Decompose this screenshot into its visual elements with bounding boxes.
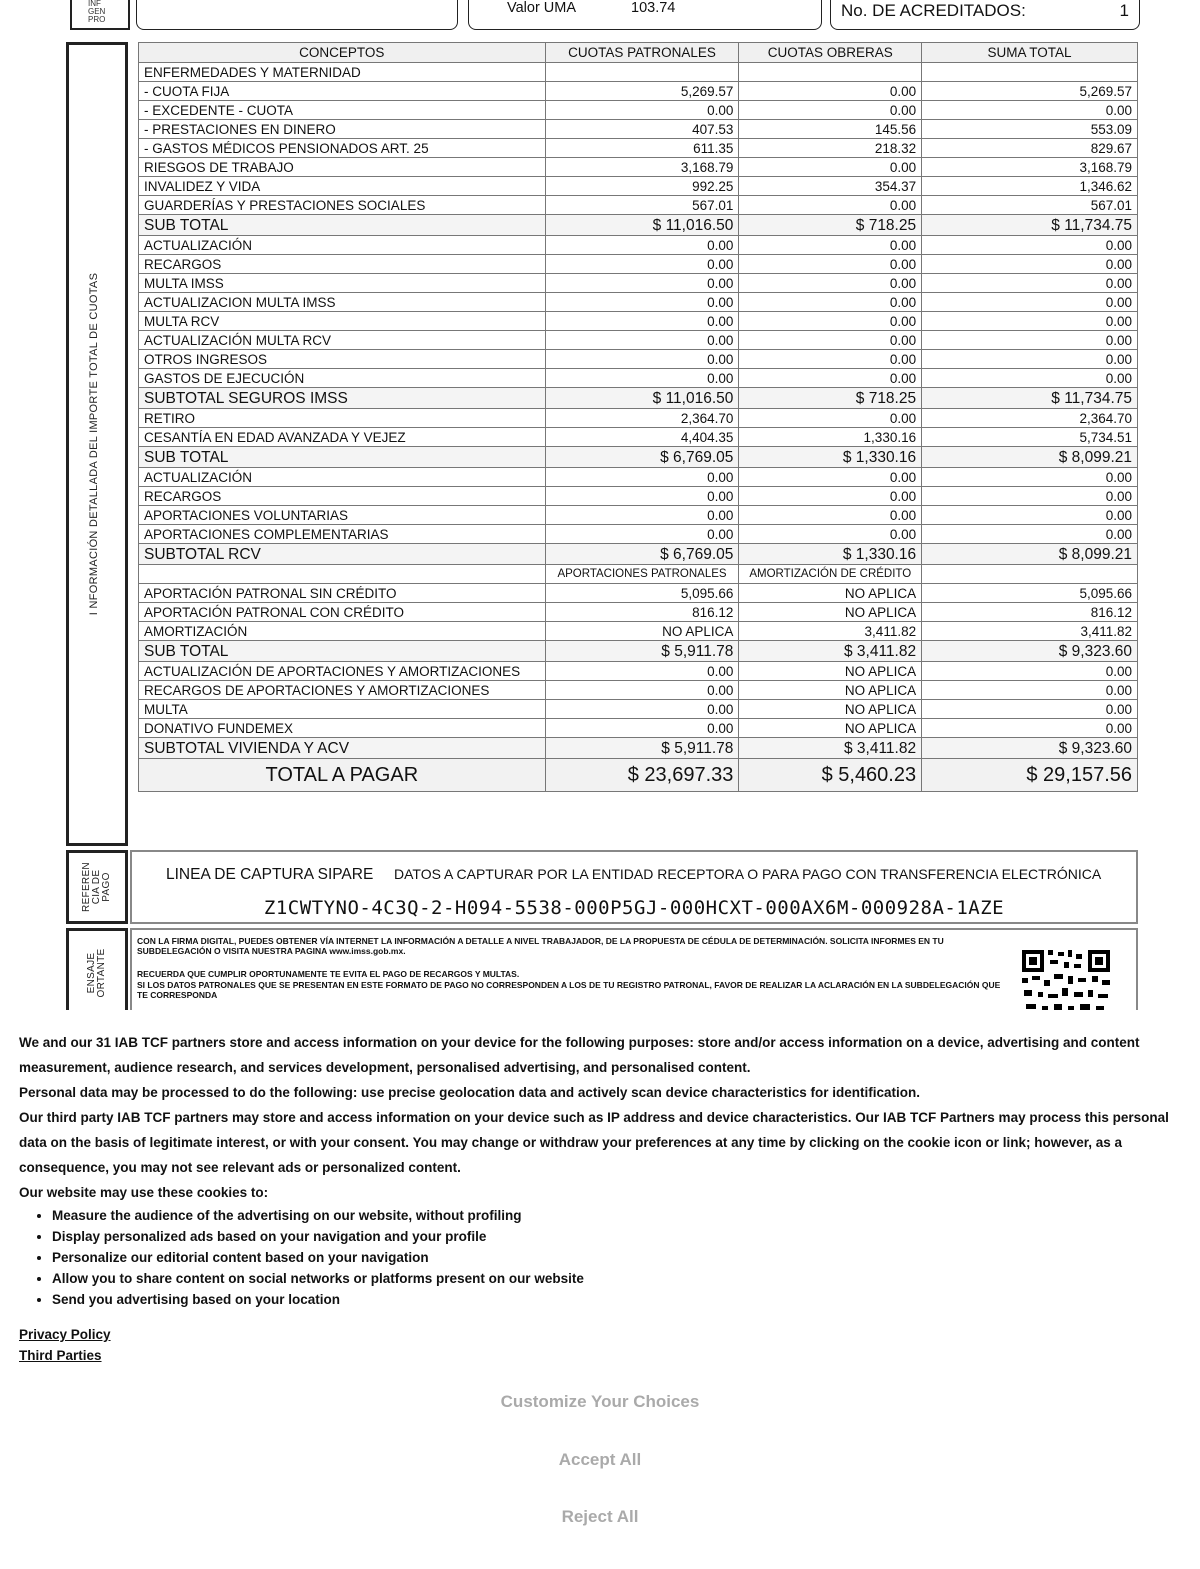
section-vertical-label: I NFORMACIÓN DETALLADA DEL IMPORTE TOTAL DE CUOTAS — [88, 272, 101, 616]
table-row — [139, 409, 1138, 428]
amount-cell: 0.00 — [739, 525, 922, 544]
general-info-box — [136, 0, 458, 30]
concept-cell: CESANTÍA EN EDAD AVANZADA Y VEJEZ — [139, 428, 546, 447]
amount-cell: 0.00 — [739, 369, 922, 388]
concept-cell: SUB TOTAL — [139, 447, 546, 468]
amount-cell: 829.67 — [922, 139, 1138, 158]
amount-cell: 0.00 — [922, 255, 1138, 274]
mensaje-line-1: CON LA FIRMA DIGITAL, PUEDES OBTENER VÍA INTERNET LA INFORMACIÓN A DETALLE A NIVEL TRABAJADOR, DE LA PROPUESTA DE CÉDULA DE DETERMINACIÓN. SOLICITA INFORMES EN TU SUBDELEGACIÓN O VISITA NUESTRA PAGINA www.imss.gob.mx. — [137, 936, 944, 956]
mensaje-line-3: SI LOS DATOS PATRONALES QUE SE PRESENTAN EN ESTE FORMATO DE PAGO NO CORRESPONDEN A LOS DE TU REGISTRO PATRONAL, FAVOR DE REALIZAR LA ACLARACIÓN EN LA SUBDELEGACIÓN QUE TE CORRESPONDA — [137, 980, 1001, 1000]
concept-cell: ENFERMEDADES Y MATERNIDAD — [139, 63, 546, 82]
table-row — [139, 603, 1138, 622]
amount-cell: $ 11,016.50 — [545, 388, 739, 409]
mensaje-line-2: RECUERDA QUE CUMPLIR OPORTUNAMENTE TE EVITA EL PAGO DE RECARGOS Y MULTAS. — [137, 969, 520, 979]
amount-cell: 0.00 — [545, 101, 739, 120]
amount-cell: $ 5,911.78 — [545, 738, 739, 759]
amount-cell: 0.00 — [739, 196, 922, 215]
general-info-side-box — [70, 0, 130, 30]
amount-cell: $ 8,099.21 — [922, 447, 1138, 468]
amount-cell: $ 9,323.60 — [922, 641, 1138, 662]
amount-cell: 0.00 — [739, 101, 922, 120]
subtotal-row — [139, 215, 1138, 236]
table-row — [139, 312, 1138, 331]
concept-cell: ACTUALIZACIÓN MULTA RCV — [139, 331, 546, 350]
amount-cell: AMORTIZACIÓN DE CRÉDITO — [739, 565, 922, 584]
concept-cell: - GASTOS MÉDICOS PENSIONADOS ART. 25 — [139, 139, 546, 158]
concept-cell: SUBTOTAL RCV — [139, 544, 546, 565]
table-row — [139, 350, 1138, 369]
mensaje-box — [130, 928, 1138, 1010]
amount-cell: 0.00 — [739, 506, 922, 525]
amount-cell: $ 718.25 — [739, 388, 922, 409]
concept-cell: SUB TOTAL — [139, 641, 546, 662]
third-parties-link[interactable]: Third Parties — [19, 1348, 102, 1363]
amount-cell: 218.32 — [739, 139, 922, 158]
privacy-policy-link[interactable]: Privacy Policy — [19, 1327, 111, 1342]
sidebar-label-line: INF — [88, 0, 101, 8]
amount-cell: 0.00 — [739, 255, 922, 274]
amount-cell: 0.00 — [922, 506, 1138, 525]
concept-cell: SUBTOTAL VIVIENDA Y ACV — [139, 738, 546, 759]
amount-cell: $ 29,157.56 — [922, 759, 1138, 792]
amount-cell: 5,269.57 — [545, 82, 739, 101]
amount-cell: $ 3,411.82 — [739, 641, 922, 662]
amount-cell: 816.12 — [922, 603, 1138, 622]
amount-cell: 0.00 — [922, 487, 1138, 506]
amount-cell — [545, 63, 739, 82]
consent-paragraph-third-party: Our third party IAB TCF partners may store and access information on your device such as IP address and device characteristics. Our IAB TCF Partners may process this personal data on the basis of legitimate interest, or with your consent. You may change or withdraw your preferences at any time by clicking on the cookie icon or link; however, as a consequence, you may not see relevant ads or personalized content. — [19, 1110, 1169, 1175]
amount-cell: 4,404.35 — [545, 428, 739, 447]
amount-cell: 992.25 — [545, 177, 739, 196]
acreditados-label: No. DE ACREDITADOS: — [841, 1, 1026, 20]
concept-cell: MULTA RCV — [139, 312, 546, 331]
table-row — [139, 622, 1138, 641]
amount-cell: NO APLICA — [739, 719, 922, 738]
amount-cell: $ 718.25 — [739, 215, 922, 236]
consent-paragraph-cookies: Our website may use these cookies to: — [19, 1185, 269, 1200]
amount-cell: 553.09 — [922, 120, 1138, 139]
table-row — [139, 101, 1138, 120]
amount-cell: 145.56 — [739, 120, 922, 139]
uma-value: 103.74 — [631, 0, 676, 16]
table-row — [139, 255, 1138, 274]
amount-cell: 0.00 — [922, 525, 1138, 544]
amount-cell: 1,330.16 — [739, 428, 922, 447]
mensaje-side-label: ENSAJE ORTANTE — [86, 948, 107, 998]
section-vertical-label-wrap — [66, 42, 122, 846]
amount-cell: $ 1,330.16 — [739, 447, 922, 468]
amount-cell: $ 5,911.78 — [545, 641, 739, 662]
uma-label: Valor UMA — [507, 0, 577, 16]
consent-list-item: • Allow you to share content on social networks or platforms present on our website — [52, 1268, 1169, 1289]
cuotas-table-body — [139, 43, 1138, 792]
referencia-box — [130, 850, 1138, 924]
sidebar-label-line: GEN — [88, 7, 106, 16]
amount-cell: $ 11,734.75 — [922, 215, 1138, 236]
header-conceptos: CONCEPTOS — [139, 43, 546, 63]
concept-cell: TOTAL A PAGAR — [139, 759, 546, 792]
consent-paragraph-purposes: We and our 31 IAB TCF partners store and access information on your device for the following purposes: store and/or access information on a device, advertising and content measurement, audience research, and services development, personalised advertising, and personalised content. — [19, 1035, 1140, 1075]
amount-cell: 0.00 — [922, 369, 1138, 388]
amount-cell: APORTACIONES PATRONALES — [545, 565, 739, 584]
amount-cell: 0.00 — [545, 236, 739, 255]
header-cuotas-obreras: CUOTAS OBRERAS — [739, 43, 922, 63]
acreditados-box — [830, 0, 1140, 30]
amount-cell: 567.01 — [922, 196, 1138, 215]
amount-cell: $ 11,734.75 — [922, 388, 1138, 409]
amount-cell: 0.00 — [545, 293, 739, 312]
consent-list-item: • Display personalized ads based on your navigation and your profile — [52, 1226, 1169, 1247]
cuotas-table — [138, 42, 1138, 792]
concept-cell: ACTUALIZACION MULTA IMSS — [139, 293, 546, 312]
concept-cell: RETIRO — [139, 409, 546, 428]
amount-cell: 0.00 — [545, 468, 739, 487]
table-row — [139, 158, 1138, 177]
amount-cell: 0.00 — [739, 468, 922, 487]
subtotal-row — [139, 738, 1138, 759]
amount-cell: 0.00 — [922, 719, 1138, 738]
amount-cell: 0.00 — [739, 487, 922, 506]
amount-cell: 0.00 — [922, 331, 1138, 350]
uma-box — [468, 0, 822, 30]
concept-cell: - CUOTA FIJA — [139, 82, 546, 101]
consent-cookie-list — [19, 1205, 1169, 1310]
amount-cell — [922, 565, 1138, 584]
amount-cell: 0.00 — [922, 468, 1138, 487]
amount-cell: 5,269.57 — [922, 82, 1138, 101]
amount-cell: 3,168.79 — [545, 158, 739, 177]
header-cuotas-patronales: CUOTAS PATRONALES — [545, 43, 739, 63]
table-row — [139, 700, 1138, 719]
sipare-subtitle: DATOS A CAPTURAR POR LA ENTIDAD RECEPTORA O PARA PAGO CON TRANSFERENCIA ELECTRÓNICA — [394, 866, 1102, 882]
table-row — [139, 525, 1138, 544]
amount-cell: 407.53 — [545, 120, 739, 139]
amount-cell: 0.00 — [739, 293, 922, 312]
amount-cell: 0.00 — [922, 700, 1138, 719]
amount-cell: 611.35 — [545, 139, 739, 158]
amount-cell — [922, 63, 1138, 82]
table-row — [139, 584, 1138, 603]
amount-cell: 0.00 — [922, 350, 1138, 369]
amount-cell: 0.00 — [739, 236, 922, 255]
amount-cell: 0.00 — [922, 293, 1138, 312]
amount-cell: 0.00 — [545, 312, 739, 331]
amount-cell: 0.00 — [739, 274, 922, 293]
amount-cell: 0.00 — [739, 158, 922, 177]
amount-cell: NO APLICA — [739, 681, 922, 700]
accept-all-button[interactable]: Accept All — [558, 1450, 642, 1469]
consent-paragraph-processing: Personal data may be processed to do the following: use precise geolocation data and actively scan device characteristics for identification. — [19, 1085, 921, 1100]
table-row — [139, 719, 1138, 738]
referencia-side-label: REFEREN CIA DE PAGO — [81, 862, 112, 912]
table-row — [139, 468, 1138, 487]
amount-cell: 3,411.82 — [922, 622, 1138, 641]
total-row — [139, 759, 1138, 792]
table-row — [139, 662, 1138, 681]
amount-cell: $ 8,099.21 — [922, 544, 1138, 565]
concept-cell: OTROS INGRESOS — [139, 350, 546, 369]
table-row — [139, 428, 1138, 447]
amount-cell: 0.00 — [545, 719, 739, 738]
amount-cell: NO APLICA — [739, 700, 922, 719]
mensaje-side-label-wrap — [66, 928, 128, 1010]
amount-cell: 0.00 — [545, 662, 739, 681]
consent-list-item: • Measure the audience of the advertising on our website, without profiling — [52, 1205, 1169, 1226]
amount-cell: $ 6,769.05 — [545, 544, 739, 565]
subtotal-row — [139, 641, 1138, 662]
table-row — [139, 63, 1138, 82]
qr-code-icon — [1020, 948, 1112, 1010]
concept-cell: GASTOS DE EJECUCIÓN — [139, 369, 546, 388]
amount-cell: 0.00 — [922, 274, 1138, 293]
sidebar-label-fragment — [88, 0, 105, 24]
amount-cell: $ 23,697.33 — [545, 759, 739, 792]
concept-cell: SUBTOTAL SEGUROS IMSS — [139, 388, 546, 409]
amount-cell: 0.00 — [545, 350, 739, 369]
sipare-title: LINEA DE CAPTURA SIPARE — [166, 866, 374, 883]
amount-cell: 0.00 — [739, 82, 922, 101]
table-row — [139, 177, 1138, 196]
concept-cell: RECARGOS — [139, 255, 546, 274]
concept-cell: MULTA — [139, 700, 546, 719]
amount-cell: $ 3,411.82 — [739, 738, 922, 759]
amount-cell: 567.01 — [545, 196, 739, 215]
concept-cell: MULTA IMSS — [139, 274, 546, 293]
table-row — [139, 487, 1138, 506]
amount-cell: 5,095.66 — [545, 584, 739, 603]
table-row — [139, 293, 1138, 312]
amount-cell: 1,346.62 — [922, 177, 1138, 196]
amount-cell: 0.00 — [922, 662, 1138, 681]
table-row — [139, 506, 1138, 525]
amount-cell: 0.00 — [922, 101, 1138, 120]
concept-cell: APORTACIONES COMPLEMENTARIAS — [139, 525, 546, 544]
amount-cell: 0.00 — [545, 487, 739, 506]
subtotal-row — [139, 388, 1138, 409]
table-row — [139, 565, 1138, 584]
amount-cell: 0.00 — [545, 331, 739, 350]
table-row — [139, 82, 1138, 101]
concept-cell: ACTUALIZACIÓN — [139, 236, 546, 255]
amount-cell: 5,734.51 — [922, 428, 1138, 447]
concept-cell: AMORTIZACIÓN — [139, 622, 546, 641]
reject-all-button[interactable]: Reject All — [561, 1507, 639, 1526]
amount-cell: NO APLICA — [545, 622, 739, 641]
amount-cell: 0.00 — [545, 681, 739, 700]
amount-cell: 5,095.66 — [922, 584, 1138, 603]
amount-cell: 0.00 — [545, 255, 739, 274]
concept-cell: APORTACIÓN PATRONAL CON CRÉDITO — [139, 603, 546, 622]
customize-choices-button[interactable]: Customize Your Choices — [500, 1392, 700, 1411]
amount-cell: $ 9,323.60 — [922, 738, 1138, 759]
amount-cell: 0.00 — [922, 236, 1138, 255]
consent-text — [19, 1030, 1169, 1366]
concept-cell: - PRESTACIONES EN DINERO — [139, 120, 546, 139]
header-suma-total: SUMA TOTAL — [922, 43, 1138, 63]
sidebar-label-line: PRO — [88, 15, 106, 24]
concept-cell: APORTACIONES VOLUNTARIAS — [139, 506, 546, 525]
concept-cell: GUARDERÍAS Y PRESTACIONES SOCIALES — [139, 196, 546, 215]
concept-cell — [139, 565, 546, 584]
amount-cell: $ 5,460.23 — [739, 759, 922, 792]
concept-cell: APORTACIÓN PATRONAL SIN CRÉDITO — [139, 584, 546, 603]
amount-cell: $ 1,330.16 — [739, 544, 922, 565]
table-row — [139, 139, 1138, 158]
amount-cell: 0.00 — [739, 409, 922, 428]
amount-cell: 0.00 — [545, 700, 739, 719]
amount-cell: 0.00 — [739, 312, 922, 331]
amount-cell: 3,168.79 — [922, 158, 1138, 177]
amount-cell: 3,411.82 — [739, 622, 922, 641]
consent-list-item: • Personalize our editorial content based on your navigation — [52, 1247, 1169, 1268]
capture-line-code: Z1CWTYNO-4C3Q-2-H094-5538-000P5GJ-000HCXT-000AX6M-000928A-1AZE — [263, 897, 1005, 919]
concept-cell: DONATIVO FUNDEMEX — [139, 719, 546, 738]
subtotal-row — [139, 544, 1138, 565]
cookie-consent-dialog — [0, 1010, 1200, 1569]
amount-cell: NO APLICA — [739, 662, 922, 681]
amount-cell: 0.00 — [922, 312, 1138, 331]
table-row — [139, 681, 1138, 700]
amount-cell: 0.00 — [545, 525, 739, 544]
subtotal-row — [139, 447, 1138, 468]
table-row — [139, 196, 1138, 215]
amount-cell: 0.00 — [739, 331, 922, 350]
amount-cell: NO APLICA — [739, 584, 922, 603]
table-row — [139, 331, 1138, 350]
amount-cell: 816.12 — [545, 603, 739, 622]
table-row — [139, 274, 1138, 293]
concept-cell: ACTUALIZACIÓN — [139, 468, 546, 487]
acreditados-value: 1 — [1119, 1, 1129, 20]
amount-cell: 0.00 — [739, 350, 922, 369]
concept-cell: INVALIDEZ Y VIDA — [139, 177, 546, 196]
concept-cell: - EXCEDENTE - CUOTA — [139, 101, 546, 120]
amount-cell: $ 6,769.05 — [545, 447, 739, 468]
amount-cell: NO APLICA — [739, 603, 922, 622]
amount-cell: 2,364.70 — [545, 409, 739, 428]
concept-cell: RECARGOS — [139, 487, 546, 506]
table-row — [139, 236, 1138, 255]
referencia-side-label-wrap — [66, 850, 128, 924]
amount-cell: 2,364.70 — [922, 409, 1138, 428]
concept-cell: SUB TOTAL — [139, 215, 546, 236]
amount-cell — [739, 63, 922, 82]
amount-cell: 0.00 — [545, 369, 739, 388]
table-row — [139, 369, 1138, 388]
table-row — [139, 120, 1138, 139]
amount-cell: $ 11,016.50 — [545, 215, 739, 236]
concept-cell: ACTUALIZACIÓN DE APORTACIONES Y AMORTIZACIONES — [139, 662, 546, 681]
amount-cell: 0.00 — [922, 681, 1138, 700]
amount-cell: 0.00 — [545, 274, 739, 293]
concept-cell: RECARGOS DE APORTACIONES Y AMORTIZACIONES — [139, 681, 546, 700]
table-header-row — [139, 43, 1138, 63]
amount-cell: 0.00 — [545, 506, 739, 525]
concept-cell: RIESGOS DE TRABAJO — [139, 158, 546, 177]
consent-list-item: • Send you advertising based on your location — [52, 1289, 1169, 1310]
amount-cell: 354.37 — [739, 177, 922, 196]
